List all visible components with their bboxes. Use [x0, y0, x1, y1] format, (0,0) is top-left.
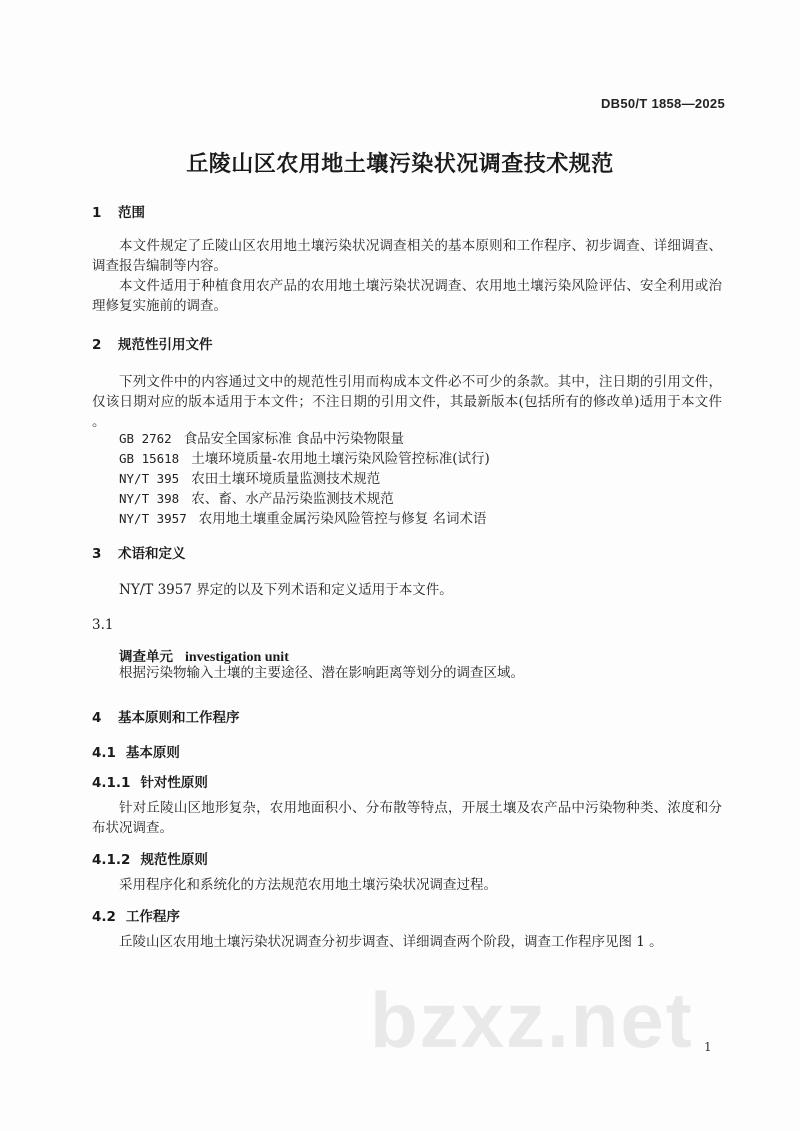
- term-chinese: 调查单元: [119, 649, 173, 665]
- subsection-heading-4-2: [92, 905, 180, 925]
- section-title: 规范性引用文件: [118, 337, 213, 353]
- subsection-title: 针对性原则: [140, 775, 208, 791]
- reference-code: GB 2762: [119, 431, 172, 446]
- subsection-number: 4.1.2: [92, 852, 131, 868]
- section-number: 4: [92, 710, 102, 726]
- section-heading-1: [92, 201, 145, 221]
- reference-code: NY/T 395: [119, 471, 180, 486]
- term-english: investigation unit: [185, 650, 289, 665]
- page-number: 1: [704, 1040, 712, 1054]
- reference-item: [119, 429, 404, 449]
- reference-code: NY/T 3957: [119, 511, 187, 526]
- reference-name: 农田土壤环境质量监测技术规范: [191, 471, 381, 487]
- paragraph: NY/T 3957 界定的以及下列术语和定义适用于本文件。: [119, 582, 453, 598]
- reference-item: [119, 469, 380, 489]
- reference-code: NY/T 398: [119, 491, 180, 506]
- paragraph: 采用程序化和系统化的方法规范农用地土壤污染状况调查过程。: [119, 877, 497, 893]
- subsection-number: 4.1.1: [92, 775, 131, 791]
- subsection-title: 规范性原则: [140, 852, 208, 868]
- paragraph: 下列文件中的内容通过文中的规范性引用而构成本文件必不可少的条款。其中，注日期的引用文件，仅该日期对应的版本适用于本文件；不注日期的引用文件，其最新版本(包括所有的修改单)适用于本文件 。: [92, 374, 722, 430]
- subsection-number: 4.2: [92, 909, 116, 925]
- section-title: 基本原则和工作程序: [118, 710, 240, 726]
- reference-name: 食品安全国家标准 食品中污染物限量: [183, 431, 404, 447]
- section-heading-2: [92, 333, 213, 353]
- reference-name: 土壤环境质量-农用地土壤污染风险管控标准(试行): [191, 451, 490, 467]
- subsection-heading-4-1-1: [92, 771, 208, 791]
- paragraph: 本文件适用于种植食用农产品的农用地土壤污染状况调查、农用地土壤污染风险评估、安全利用或治理修复实施前的调查。: [92, 278, 722, 314]
- reference-item: [119, 449, 490, 469]
- watermark: bzxz.net: [370, 976, 694, 1064]
- subsection-title: 工作程序: [125, 909, 180, 925]
- section-heading-3: [92, 542, 186, 562]
- section-title: 范围: [118, 205, 145, 221]
- paragraph: 本文件规定了丘陵山区农用地土壤污染状况调查相关的基本原则和工作程序、初步调查、详细调查、调查报告编制等内容。: [92, 238, 722, 274]
- subsection-title: 基本原则: [125, 745, 180, 761]
- subsection-number: 4.1: [92, 745, 116, 761]
- paragraph: 丘陵山区农用地土壤污染状况调查分初步调查、详细调查两个阶段，调查工作程序见图 1 。: [119, 934, 663, 950]
- section-number: 3: [92, 546, 102, 562]
- term-definition: 根据污染物输入土壤的主要途径、潜在影响距离等划分的调查区域。: [119, 665, 524, 681]
- document-title: 丘陵山区农用地土壤污染状况调查技术规范: [186, 152, 614, 177]
- reference-name: 农用地土壤重金属污染风险管控与修复 名词术语: [198, 511, 487, 527]
- section-heading-4: [92, 706, 240, 726]
- reference-name: 农、畜、水产品污染监测技术规范: [191, 491, 394, 507]
- reference-item: [119, 509, 487, 529]
- section-number: 2: [92, 337, 102, 353]
- reference-code: GB 15618: [119, 451, 180, 466]
- paragraph: 针对丘陵山区地形复杂，农用地面积小、分布散等特点，开展土壤及农产品中污染物种类、浓度和分布状况调查。: [92, 800, 722, 836]
- standard-code: DB50/T 1858—2025: [600, 96, 725, 111]
- subsection-heading-4-1-2: [92, 848, 208, 868]
- subsection-heading-4-1: [92, 741, 180, 761]
- term-number: 3.1: [92, 617, 114, 633]
- section-title: 术语和定义: [118, 546, 186, 562]
- section-number: 1: [92, 205, 102, 221]
- reference-item: [119, 489, 394, 509]
